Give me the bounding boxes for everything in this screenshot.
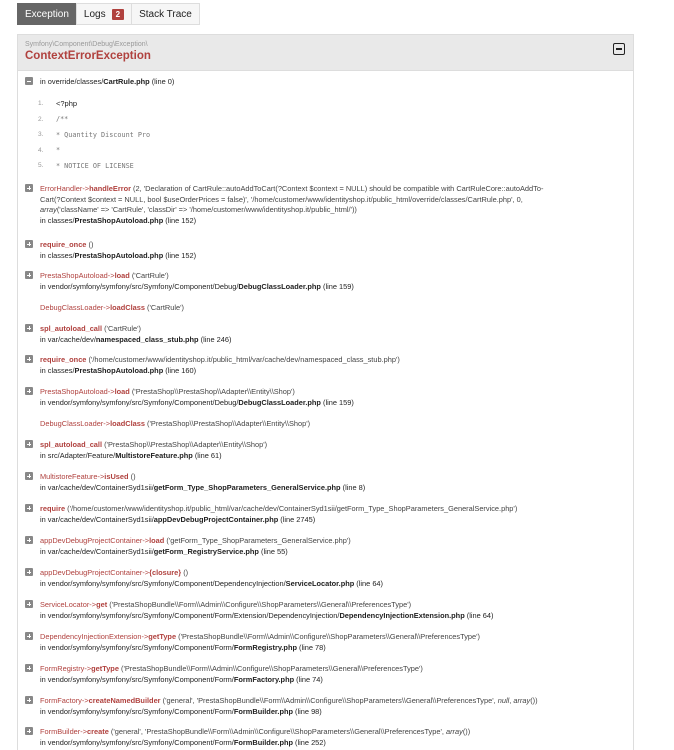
collapse-icon[interactable] xyxy=(613,43,625,55)
frame-args: ('general', 'PrestaShopBundle\\Form\\Admin\\Configure\\ShopParameters\\General\\PreferencesType', xyxy=(162,696,498,705)
trace-frame: FormBuilder->create ('general', 'PrestaShopBundle\\Form\\Admin\\Configure\\ShopParameters\\General\\PreferencesType', array()) in vendor/symfony/symfony/src/Symfony/Component/Form/FormBuilder.php (line 252) xyxy=(23,727,625,748)
line-source: /** xyxy=(56,115,69,124)
trace-frame: ServiceLocator->get ('PrestaShopBundle\\Form\\Admin\\Configure\\ShopParameters\\General\\PreferencesType') in vendor/symfony/symfony/src/Symfony/Component/Form/Extension/DependencyInjection/DependencyInjectionExtension.php (line 64) xyxy=(23,600,625,621)
frame-args: (2, 'Declaration of CartRule::autoAddToCart(?Context $context = NULL) should be compatible with CartRuleCore::autoAddTo- xyxy=(133,184,544,193)
frame-args: ('PrestaShopBundle\\Form\\Admin\\Configure\\ShopParameters\\General\\PreferencesType') xyxy=(109,600,412,609)
trace-frame xyxy=(23,440,625,461)
line-source: * NOTICE OF LICENSE xyxy=(56,161,134,170)
frame-args: ('/home/customer/www/identityshop.it/public_html/var/cache/dev/namespaced_class_stub.php') xyxy=(88,355,400,364)
frame-function[interactable]: require xyxy=(40,504,66,513)
frame-function[interactable]: require_once xyxy=(40,355,87,364)
code-line xyxy=(38,127,150,143)
tab-logs-label: Logs xyxy=(83,8,106,20)
frame-location-file: getForm_RegistryService.php xyxy=(153,546,259,556)
frame-location-suffix: (line 55) xyxy=(258,546,288,556)
tab-logs[interactable] xyxy=(76,3,131,25)
code-snippet xyxy=(38,96,150,174)
frame-location-suffix: (line 246) xyxy=(198,334,232,344)
frame-location-prefix: in var/cache/dev/ContainerSyd1sii/ xyxy=(40,482,154,492)
frame-args: ('/home/customer/www/identityshop.it/public_html/var/cache/dev/ContainerSyd1sii/getForm_Type_ShopParameters_GeneralService.php') xyxy=(67,504,518,513)
frame-location-file: DebugClassLoader.php xyxy=(238,281,321,291)
expand-frame-icon[interactable] xyxy=(25,355,33,363)
frame-class: PrestaShopAutoload xyxy=(40,387,108,396)
frame-location-suffix: (line 2745) xyxy=(278,514,316,524)
code-line xyxy=(38,158,150,174)
frame-location-prefix: in override/classes/ xyxy=(40,77,104,86)
line-number: 1. xyxy=(38,100,44,108)
trace-frame: PrestaShopAutoload->load ('CartRule') in vendor/symfony/symfony/src/Symfony/Component/Debug/DebugClassLoader.php (line 159) xyxy=(23,271,625,292)
trace-frame: MultistoreFeature->isUsed () in var/cache/dev/ContainerSyd1sii/getForm_Type_ShopParameters_GeneralService.php (line 8) xyxy=(23,472,625,493)
frame-class: appDevDebugProjectContainer xyxy=(40,536,143,545)
frame-class: MultistoreFeature xyxy=(40,472,98,481)
frame-class: DependencyInjectionExtension xyxy=(40,632,142,641)
frame-location-file: FormRegistry.php xyxy=(233,642,297,652)
frame-location-file: ServiceLocator.php xyxy=(285,578,355,588)
frame-location-suffix: (line 252) xyxy=(293,737,326,747)
frame-function[interactable]: loadClass xyxy=(110,303,145,312)
frame-location-suffix: (line 152) xyxy=(163,215,197,225)
frame-args: ('PrestaShopBundle\\Form\\Admin\\Configure\\ShopParameters\\General\\PreferencesType') xyxy=(121,664,423,673)
frame-location-file: CartRule.php xyxy=(103,77,150,86)
frame-args-end: ()) xyxy=(530,696,538,705)
frame-function[interactable]: {closure} xyxy=(149,568,182,577)
expand-frame-icon[interactable] xyxy=(25,440,33,448)
frame-function[interactable]: loadClass xyxy=(110,419,145,428)
frame-function[interactable]: load xyxy=(149,536,165,545)
expand-frame-icon[interactable] xyxy=(25,568,33,576)
trace-frame: FormRegistry->getType ('PrestaShopBundle\\Form\\Admin\\Configure\\ShopParameters\\General\\PreferencesType') in vendor/symfony/symfony/src/Symfony/Component/Form/FormFactory.php (line 74) xyxy=(23,664,625,685)
line-source: * xyxy=(56,146,61,155)
frame-location-prefix: in classes/ xyxy=(40,250,75,260)
tab-exception-label: Exception xyxy=(25,8,69,20)
frame-function[interactable]: require_once xyxy=(40,240,87,249)
frame-args-end: ()) xyxy=(462,727,471,736)
trace-frame xyxy=(23,504,625,525)
frame-args-type: array xyxy=(40,205,57,214)
expand-frame-icon[interactable] xyxy=(25,184,33,192)
exception-title: ContextErrorException xyxy=(25,50,151,62)
frame-location-file: appDevDebugProjectContainer.php xyxy=(153,514,279,524)
tab-stack-trace-label: Stack Trace xyxy=(139,8,192,20)
frame-args: () xyxy=(88,240,94,249)
frame-args: ('PrestaShop\\PrestaShop\\Adapter\\Entity\\Shop') xyxy=(147,419,311,428)
line-number: 5. xyxy=(38,162,44,170)
frame-function[interactable]: createNamedBuilder xyxy=(88,696,161,705)
frame-location-suffix: (line 0) xyxy=(149,77,175,86)
frame-location-prefix: in vendor/symfony/symfony/src/Symfony/Component/Form/Extension/DependencyInjection/ xyxy=(40,610,340,620)
trace-frame xyxy=(23,240,625,261)
frame-location-prefix: in var/cache/dev/ xyxy=(40,334,96,344)
frame-class: ErrorHandler xyxy=(40,184,83,193)
frame-function[interactable]: handleError xyxy=(89,184,131,193)
frame-function[interactable]: spl_autoload_call xyxy=(40,324,103,333)
line-source: <?php xyxy=(56,99,78,109)
line-number: 4. xyxy=(38,146,44,154)
code-line xyxy=(38,143,150,159)
line-number: 3. xyxy=(38,131,44,139)
exception-header xyxy=(18,35,633,71)
tab-bar xyxy=(17,3,200,25)
expand-frame-icon[interactable] xyxy=(25,324,33,332)
line-source: * Quantity Discount Pro xyxy=(56,130,151,139)
frame-function[interactable]: isUsed xyxy=(104,472,129,481)
frame-args: ('PrestaShop\\PrestaShop\\Adapter\\Entity\\Shop') xyxy=(131,387,295,396)
frame-location-prefix: in classes/ xyxy=(40,215,75,225)
frame-args-type: array xyxy=(513,696,531,705)
frame-location-prefix: in vendor/symfony/symfony/src/Symfony/Component/Form/ xyxy=(40,706,234,716)
frame-location-file: PrestaShopAutoload.php xyxy=(74,250,164,260)
frame-args-type: null xyxy=(497,696,510,705)
frame-location-suffix: (line 8) xyxy=(340,482,366,492)
frame-class: FormRegistry xyxy=(40,664,85,673)
frame-class: DebugClassLoader xyxy=(40,419,104,428)
expand-frame-icon[interactable] xyxy=(25,472,33,480)
frame-location-prefix: in src/Adapter/Feature/ xyxy=(40,450,116,460)
frame-location-file: DependencyInjectionExtension.php xyxy=(339,610,465,620)
trace-frame: appDevDebugProjectContainer->{closure} () in vendor/symfony/symfony/src/Symfony/Component/DependencyInjection/ServiceLocator.php (line 64) xyxy=(23,568,625,589)
frame-location-suffix: (line 159) xyxy=(320,281,354,291)
frame-args-type: array xyxy=(445,727,463,736)
expand-frame-icon[interactable] xyxy=(25,696,33,704)
frame-function[interactable]: load xyxy=(114,387,130,396)
frame-args: ('PrestaShopBundle\\Form\\Admin\\Configure\\ShopParameters\\General\\PreferencesType') xyxy=(178,632,481,641)
exception-panel xyxy=(17,34,634,750)
frame-class: appDevDebugProjectContainer xyxy=(40,568,143,577)
frame-location-suffix: (line 74) xyxy=(294,674,323,684)
frame-location-prefix: in vendor/symfony/symfony/src/Symfony/Component/Debug/ xyxy=(40,281,239,291)
frame-args-cont: Cart(?Context $context = NULL, bool $useOrderPrices = false)', '/home/customer/www/identityshop.it/public_html/override/classes/CartRule.php', 0, xyxy=(40,194,523,204)
frame-function[interactable]: getType xyxy=(148,632,177,641)
frame-function[interactable]: load xyxy=(114,271,130,280)
frame-function[interactable]: getType xyxy=(91,664,119,673)
trace-frame xyxy=(23,324,625,345)
tab-stack-trace[interactable] xyxy=(131,3,200,25)
frame-location-prefix: in vendor/symfony/symfony/src/Symfony/Component/Form/ xyxy=(40,642,234,652)
expand-frame-icon[interactable] xyxy=(25,632,33,640)
frame-location-file: PrestaShopAutoload.php xyxy=(74,215,164,225)
frame-function[interactable]: spl_autoload_call xyxy=(40,440,103,449)
expand-frame-icon[interactable] xyxy=(25,504,33,512)
logs-count-badge: 2 xyxy=(112,9,124,20)
code-line xyxy=(38,96,150,112)
collapse-frame-icon[interactable] xyxy=(25,77,33,85)
trace-frame: PrestaShopAutoload->load ('PrestaShop\\PrestaShop\\Adapter\\Entity\\Shop') in vendor/symfony/symfony/src/Symfony/Component/Debug/DebugClassLoader.php (line 159) xyxy=(23,387,625,408)
frame-location-suffix: (line 61) xyxy=(192,450,222,460)
expand-frame-icon[interactable] xyxy=(25,600,33,608)
frame-location-file: namespaced_class_stub.php xyxy=(95,334,199,344)
frame-args: ('general', 'PrestaShopBundle\\Form\\Admin\\Configure\\ShopParameters\\General\\PreferencesType', xyxy=(110,727,446,736)
frame-location-suffix: (line 98) xyxy=(293,706,322,716)
expand-frame-icon[interactable] xyxy=(25,387,33,395)
frame-args: ('CartRule') xyxy=(104,324,142,333)
trace-frame: appDevDebugProjectContainer->load ('getForm_Type_ShopParameters_GeneralService.php') in var/cache/dev/ContainerSyd1sii/getForm_RegistryService.php (line 55) xyxy=(23,536,625,557)
frame-location-suffix: (line 152) xyxy=(163,250,197,260)
frame-args: ('PrestaShop\\PrestaShop\\Adapter\\Entity\\Shop') xyxy=(104,440,268,449)
frame-args: ('CartRule') xyxy=(131,271,169,280)
expand-frame-icon[interactable] xyxy=(25,664,33,672)
frame-location-file: FormBuilder.php xyxy=(233,706,293,716)
frame-args-sep: , xyxy=(509,696,514,705)
frame-location xyxy=(40,77,625,88)
trace-frame xyxy=(23,355,625,376)
frame-args-cont2: ('className' => 'CartRule', 'classDir' => '/home/customer/www/identityshop.it/public_html/')) xyxy=(56,205,357,214)
frame-location-suffix: (line 159) xyxy=(320,397,354,407)
frame-location-suffix: (line 160) xyxy=(163,365,197,375)
frame-location-prefix: in classes/ xyxy=(40,365,75,375)
frame-location-file: MultistoreFeature.php xyxy=(115,450,193,460)
frame-class: DebugClassLoader xyxy=(40,303,104,312)
expand-frame-icon[interactable] xyxy=(25,271,33,279)
frame-location-prefix: in vendor/symfony/symfony/src/Symfony/Component/Debug/ xyxy=(40,397,239,407)
frame-location-file: PrestaShopAutoload.php xyxy=(74,365,164,375)
frame-function[interactable]: create xyxy=(87,727,109,736)
trace-frame: DebugClassLoader->loadClass ('CartRule') xyxy=(40,303,184,312)
trace-frame: DebugClassLoader->loadClass ('PrestaShop\\PrestaShop\\Adapter\\Entity\\Shop') xyxy=(40,419,311,428)
frame-class: ServiceLocator xyxy=(40,600,90,609)
frame-location-suffix: (line 64) xyxy=(464,610,494,620)
frame-class: FormFactory xyxy=(40,696,82,705)
frame-location-file: getForm_Type_ShopParameters_GeneralService.php xyxy=(153,482,341,492)
frame-function[interactable]: get xyxy=(96,600,108,609)
frame-location-file: FormFactory.php xyxy=(233,674,295,684)
frame-location-prefix: in var/cache/dev/ContainerSyd1sii/ xyxy=(40,514,154,524)
frame-location-suffix: (line 64) xyxy=(354,578,384,588)
frame-args: ('getForm_Type_ShopParameters_GeneralService.php') xyxy=(166,536,351,545)
frame-class: PrestaShopAutoload xyxy=(40,271,108,280)
frame-location-prefix: in var/cache/dev/ContainerSyd1sii/ xyxy=(40,546,154,556)
line-number: 2. xyxy=(38,115,44,123)
frame-args: ('CartRule') xyxy=(147,303,184,312)
frame-location-file: DebugClassLoader.php xyxy=(238,397,321,407)
trace-frame-source xyxy=(23,77,625,88)
frame-class: FormBuilder xyxy=(40,727,81,736)
expand-frame-icon[interactable] xyxy=(25,727,33,735)
frame-location-file: FormBuilder.php xyxy=(233,737,293,747)
trace-frame: ErrorHandler->handleError (2, 'Declaration of CartRule::autoAddToCart(?Context $context = NULL) should be compatible with CartRuleCore::autoAddTo- Cart(?Context $context = NULL, bool $useOrderPrices = false)', '/home/customer/www/identityshop.it/public_html/override/classes/CartRule.php', 0, array('className' => 'CartRule', 'classDir' => '/home/customer/www/identityshop.it/public_html/')) in classes/PrestaShopAutoload.php (line 152) xyxy=(23,184,625,226)
frame-args: () xyxy=(183,568,189,577)
frame-location-prefix: in vendor/symfony/symfony/src/Symfony/Component/Form/ xyxy=(40,674,234,684)
expand-frame-icon[interactable] xyxy=(25,240,33,248)
frame-args: () xyxy=(130,472,136,481)
tab-exception[interactable] xyxy=(17,3,76,25)
frame-location-prefix: in vendor/symfony/symfony/src/Symfony/Component/DependencyInjection/ xyxy=(40,578,286,588)
expand-frame-icon[interactable] xyxy=(25,536,33,544)
frame-location-suffix: (line 78) xyxy=(296,642,326,652)
trace-frame: DependencyInjectionExtension->getType ('PrestaShopBundle\\Form\\Admin\\Configure\\ShopParameters\\General\\PreferencesType') in vendor/symfony/symfony/src/Symfony/Component/Form/FormRegistry.php (line 78) xyxy=(23,632,625,653)
frame-location-prefix: in vendor/symfony/symfony/src/Symfony/Component/Form/ xyxy=(40,737,234,747)
trace-frame: FormFactory->createNamedBuilder ('general', 'PrestaShopBundle\\Form\\Admin\\Configure\\ShopParameters\\General\\PreferencesType', null, array()) in vendor/symfony/symfony/src/Symfony/Component/Form/FormBuilder.php (line 98) xyxy=(23,696,625,717)
code-line xyxy=(38,112,150,128)
exception-namespace: Symfony\Component\Debug\Exception\ xyxy=(25,41,148,48)
